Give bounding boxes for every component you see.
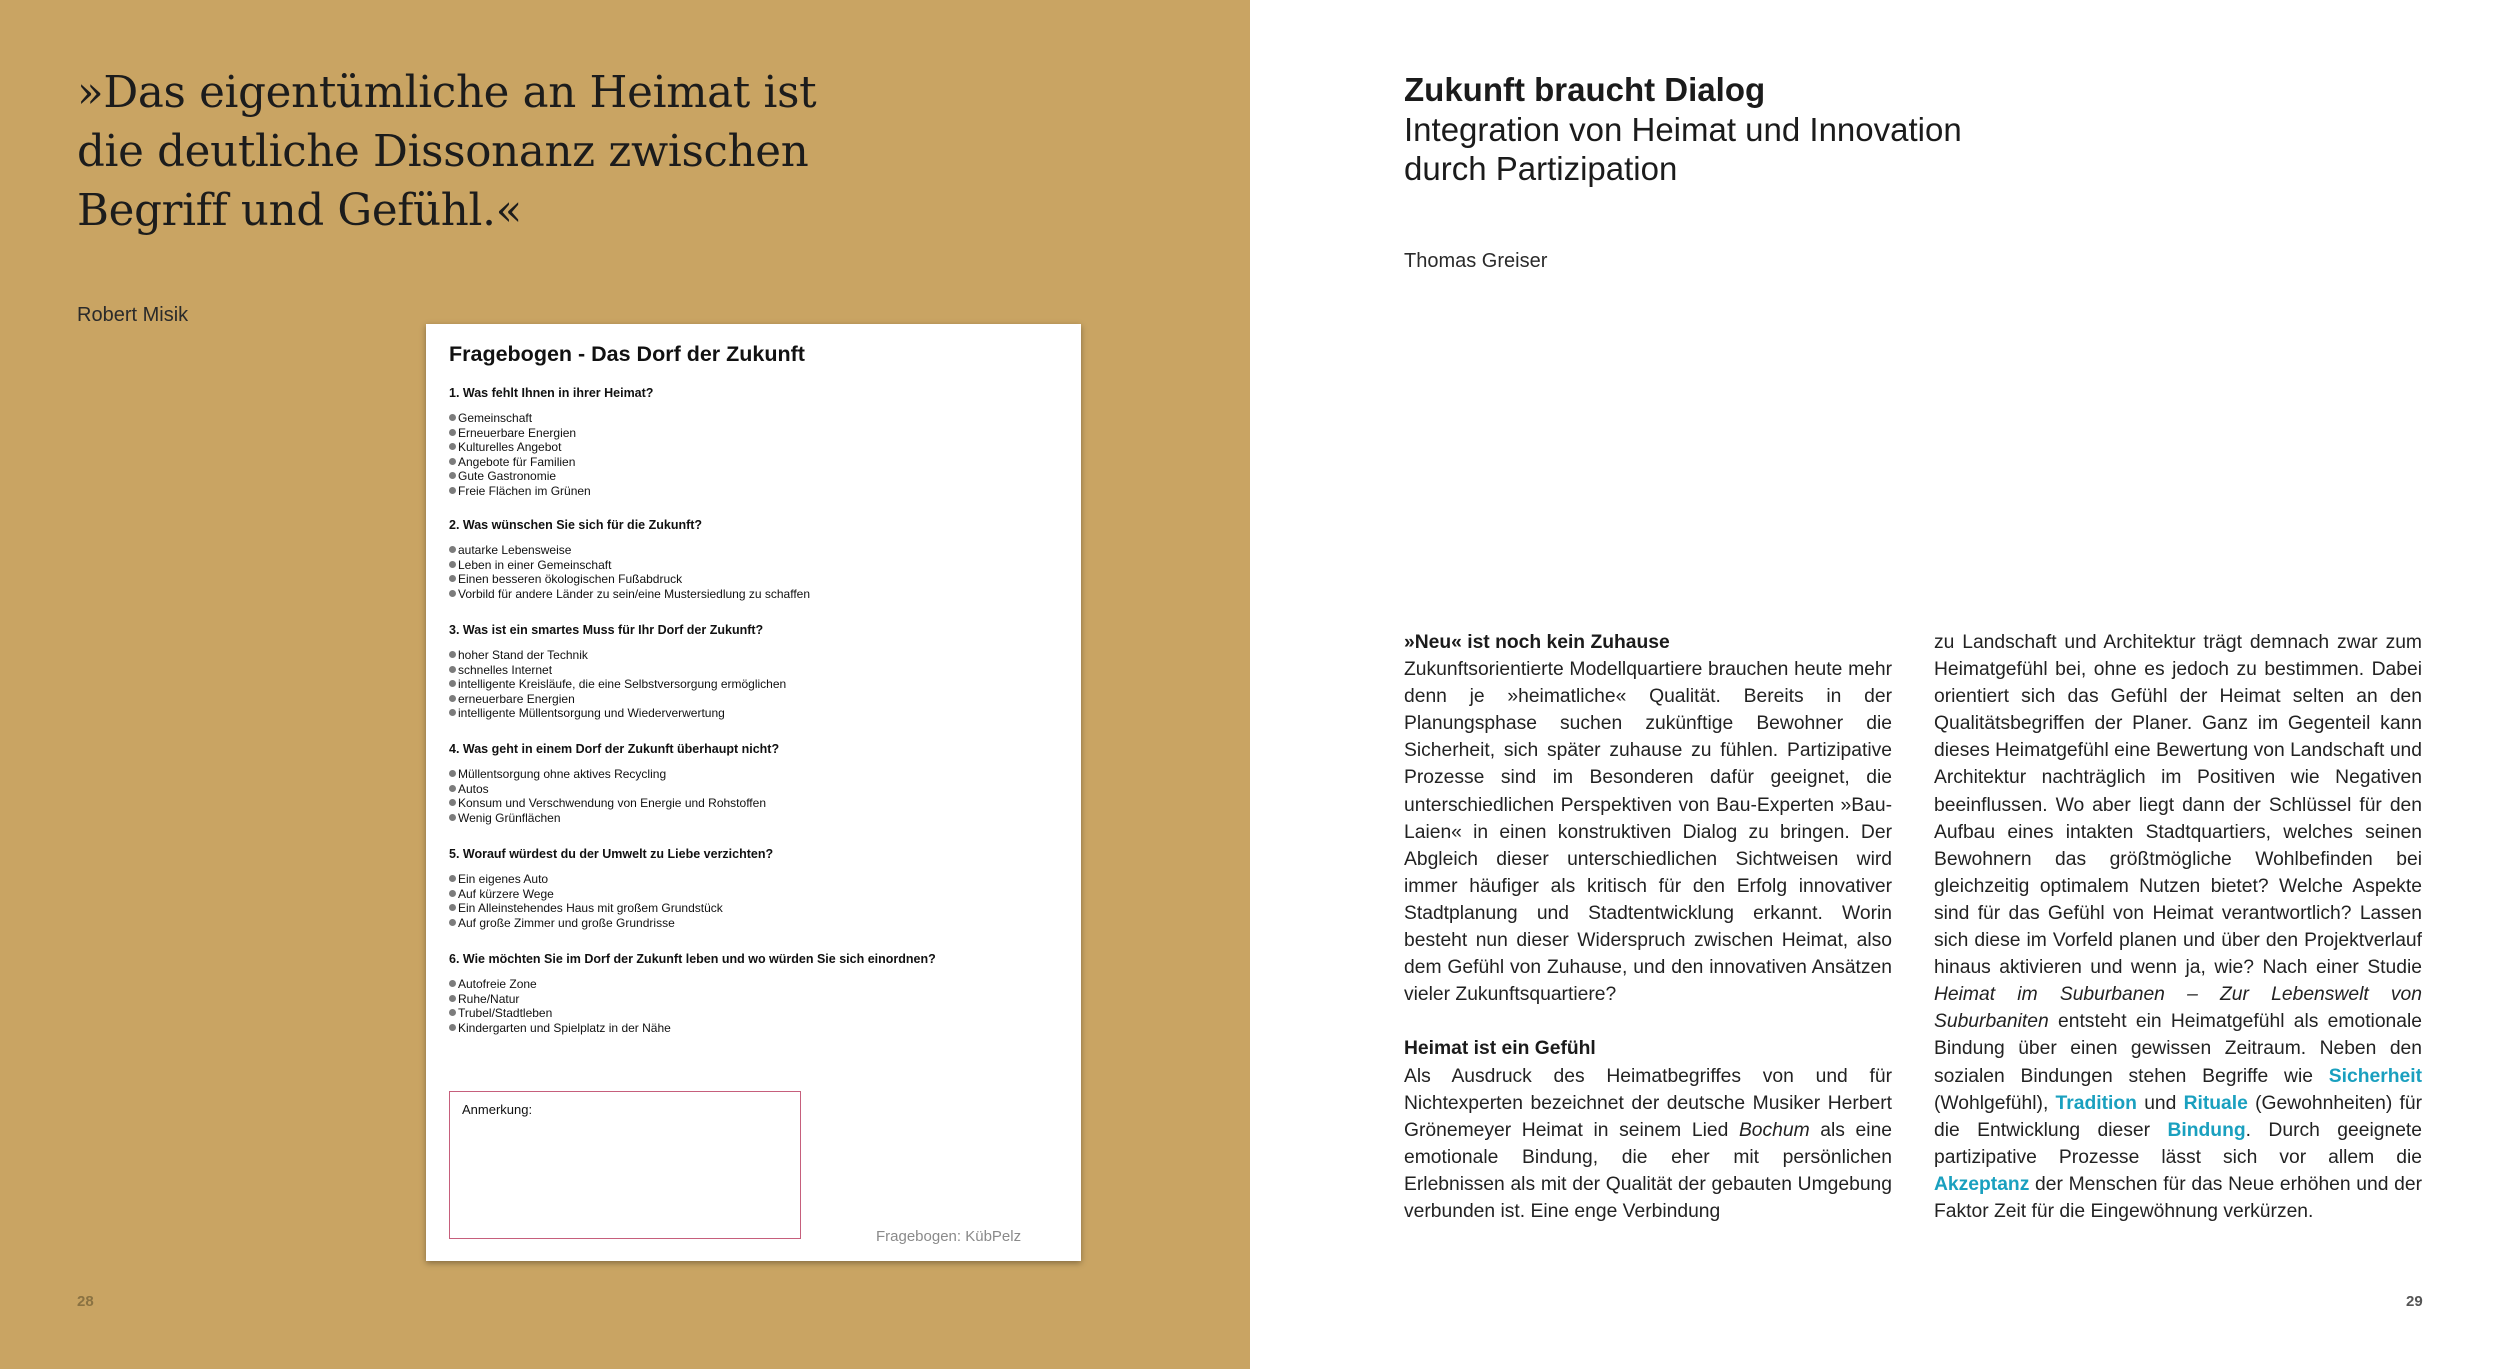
quote-line-3: Begriff und Gefühl.« — [77, 186, 522, 236]
bullet-icon — [449, 919, 456, 926]
bullet-icon — [449, 1024, 456, 1031]
question-section-5 — [449, 847, 773, 930]
right-page — [1250, 0, 2500, 1369]
bullet-icon — [449, 487, 456, 494]
question-heading: 3. Was ist ein smartes Muss für Ihr Dorf der Zukunft? — [449, 623, 764, 637]
keyword-bindung: Bindung — [2167, 1119, 2246, 1141]
bullet-icon — [449, 561, 456, 568]
answer-option: intelligente Kreisläufe, die eine Selbstversorgung ermöglichen — [449, 677, 786, 692]
answer-option: Ein eigenes Auto — [449, 872, 773, 887]
answer-option: Ein Alleinstehendes Haus mit großem Grundstück — [449, 901, 773, 916]
question-section-3 — [449, 623, 786, 721]
page-number-left: 28 — [77, 1293, 94, 1310]
text-column-1 — [1404, 629, 1892, 1225]
note-box — [449, 1091, 801, 1239]
article-subtitle — [1404, 110, 2304, 188]
question-heading: 5. Worauf würdest du der Umwelt zu Liebe verzichten? — [449, 847, 774, 861]
bullet-icon — [449, 904, 456, 911]
song-title: Bochum — [1738, 1119, 1810, 1141]
section-heading: »Neu« ist noch kein Zuhause — [1404, 632, 1670, 653]
bullet-icon — [449, 890, 456, 897]
pull-quote — [77, 64, 1077, 241]
question-heading: 1. Was fehlt Ihnen in ihrer Heimat? — [449, 386, 654, 400]
bullet-icon — [449, 651, 456, 658]
answer-option: Auf kürzere Wege — [449, 887, 773, 902]
answer-option: Freie Flächen im Grünen — [449, 484, 653, 499]
bullet-icon — [449, 695, 456, 702]
keyword-sicherheit: Sicherheit — [2328, 1065, 2422, 1087]
questionnaire-title: Fragebogen - Das Dorf der Zukunft — [449, 342, 805, 366]
quote-line-1: »Das eigentümliche an Heimat ist — [77, 68, 817, 118]
section-heading: Heimat ist ein Gefühl — [1404, 1038, 1596, 1060]
keyword-rituale: Rituale — [2183, 1092, 2248, 1114]
answer-option: autarke Lebensweise — [449, 543, 810, 558]
bullet-icon — [449, 414, 456, 421]
bullet-icon — [449, 429, 456, 436]
bullet-icon — [449, 666, 456, 673]
answer-option: Erneuerbare Energien — [449, 426, 653, 441]
bullet-icon — [449, 785, 456, 792]
body-paragraph: Zukunftsorientierte Modellquartiere brauchen heute mehr denn je »heimatliche« Qualität. Bereits in der Planungsphase suchen zukünftige Bewohner die Sicherheit, sich später zuhause zu fühlen. Partizipative Prozesse sind im Besonderen dafür geeignet, die unterschiedlichen Perspektiven von Bau-Experten »Bau-Laien« in einen konstruktiven Dialog zu bringen. Der Abgleich dieser unterschiedlichen Sichtweisen wird immer häufiger als kritisch für den Erfolg innovativer Stadtplanung und Stadtentwicklung erkannt. Worin besteht nun dieser Widerspruch zwischen Heimat, also dem Gefühl von Zuhause, und den innovativen Ansätzen vieler Zukunftsquartiere? — [1404, 659, 1892, 1006]
body-paragraph: zu Landschaft und Architektur trägt demnach zwar zum Heimatgefühl bei, ohne es jedoch zu bestimmen. Dabei orientiert sich das Gefühl der Heimat selten an den Qualitätsbegriffen der Planer. Ganz im Gegenteil kann dieses Heimatgefühl eine Bewertung von Landschaft und Architektur nachträglich im Positiven wie Negativen beeinflussen. Wo aber liegt dann der Schlüssel für den Aufbau eines intakten Stadtquartiers, welches seinen Bewohnern das größtmögliche Wohlbefinden bei gleichzeitig optimalem Nutzen bietet? Welche Aspekte sind für das Gefühl von Heimat verantwortlich? Lassen sich diese im Vorfeld planen und über den Projektverlauf hinaus aktivieren und wenn ja, wie? Nach einer Studie Heimat im Suburbanen – Zur Lebenswelt von Suburbaniten entsteht ein Heimatgefühl als emotionale Bindung über einen gewissen Zeitraum. Neben den sozialen Bindungen stehen Begriffe wie Sicherheit (Wohlgefühl), Tradition und Rituale (Gewohnheiten) für die Entwicklung dieser Bindung. Durch geeignete partizipative Prozesse lässt sich vor allem die Akzeptanz der Menschen für das Neue erhöhen und der Faktor Zeit für die Eingewöhnung verkürzen. — [1934, 632, 2423, 1222]
bullet-icon — [449, 1009, 456, 1016]
bullet-icon — [449, 575, 456, 582]
question-heading: 2. Was wünschen Sie sich für die Zukunft? — [449, 518, 703, 532]
answer-option: Wenig Grünflächen — [449, 811, 779, 826]
answer-option: Gute Gastronomie — [449, 469, 653, 484]
bullet-icon — [449, 770, 456, 777]
answer-option: Müllentsorgung ohne aktives Recycling — [449, 767, 779, 782]
bullet-icon — [449, 590, 456, 597]
question-section-4 — [449, 742, 779, 825]
answer-option: Autofreie Zone — [449, 977, 936, 992]
answer-option: Einen besseren ökologischen Fußabdruck — [449, 572, 810, 587]
subtitle-line-1: Integration von Heimat und Innovation — [1404, 111, 1962, 148]
bullet-icon — [449, 709, 456, 716]
answer-option: Konsum und Verschwendung von Energie und Rohstoffen — [449, 796, 779, 811]
bullet-icon — [449, 814, 456, 821]
text-column-2 — [1934, 629, 2422, 1225]
keyword-akzeptanz: Akzeptanz — [1934, 1173, 2030, 1195]
answer-option: Vorbild für andere Länder zu sein/eine Mustersiedlung zu schaffen — [449, 587, 810, 602]
bullet-icon — [449, 980, 456, 987]
bullet-icon — [449, 875, 456, 882]
answer-option: erneuerbare Energien — [449, 692, 786, 707]
question-heading: 4. Was geht in einem Dorf der Zukunft überhaupt nicht? — [449, 742, 780, 756]
subtitle-line-2: durch Partizipation — [1404, 150, 1678, 187]
note-label: Anmerkung: — [462, 1102, 533, 1117]
quote-author: Robert Misik — [77, 304, 189, 326]
bullet-icon — [449, 995, 456, 1002]
answer-option: Kulturelles Angebot — [449, 440, 653, 455]
bullet-icon — [449, 472, 456, 479]
article-title: Zukunft braucht Dialog — [1404, 71, 1766, 108]
bullet-icon — [449, 443, 456, 450]
page-number-right: 29 — [2406, 1293, 2423, 1310]
bullet-icon — [449, 799, 456, 806]
bullet-icon — [449, 458, 456, 465]
answer-option: Ruhe/Natur — [449, 992, 936, 1007]
answer-option: hoher Stand der Technik — [449, 648, 786, 663]
answer-option: Gemeinschaft — [449, 411, 653, 426]
questionnaire-credit: Fragebogen: KübPelz — [876, 1228, 1022, 1245]
bullet-icon — [449, 546, 456, 553]
article-author: Thomas Greiser — [1404, 250, 1548, 272]
answer-option: Kindergarten und Spielplatz in der Nähe — [449, 1021, 936, 1036]
answer-option: intelligente Müllentsorgung und Wiederverwertung — [449, 706, 786, 721]
bullet-icon — [449, 680, 456, 687]
answer-option: Angebote für Familien — [449, 455, 653, 470]
question-section-6 — [449, 952, 936, 1035]
answer-option: Auf große Zimmer und große Grundrisse — [449, 916, 773, 931]
keyword-tradition: Tradition — [2055, 1092, 2137, 1114]
study-title: Heimat im Suburbanen – Zur Lebenswelt von Suburbaniten — [1934, 984, 2422, 1033]
answer-option: schnelles Internet — [449, 663, 786, 678]
answer-option: Autos — [449, 782, 779, 797]
body-paragraph: Als Ausdruck des Heimatbegriffes von und für Nichtexperten bezeichnet der deutsche Musiker Herbert Grönemeyer Heimat in seinem Lied Bochum als eine emotionale Bindung, die eher mit persönlichen Erlebnissen als mit der Qualität der gebauten Umgebung verbunden ist. Eine enge Verbindung — [1404, 1065, 1893, 1222]
question-heading: 6. Wie möchten Sie im Dorf der Zukunft leben und wo würden Sie sich einordnen? — [449, 952, 936, 966]
quote-line-2: die deutliche Dissonanz zwischen — [77, 127, 809, 177]
question-section-2 — [449, 518, 810, 601]
question-section-1 — [449, 386, 653, 498]
answer-option: Trubel/Stadtleben — [449, 1006, 936, 1021]
answer-option: Leben in einer Gemeinschaft — [449, 558, 810, 573]
questionnaire-card — [426, 324, 1081, 1261]
